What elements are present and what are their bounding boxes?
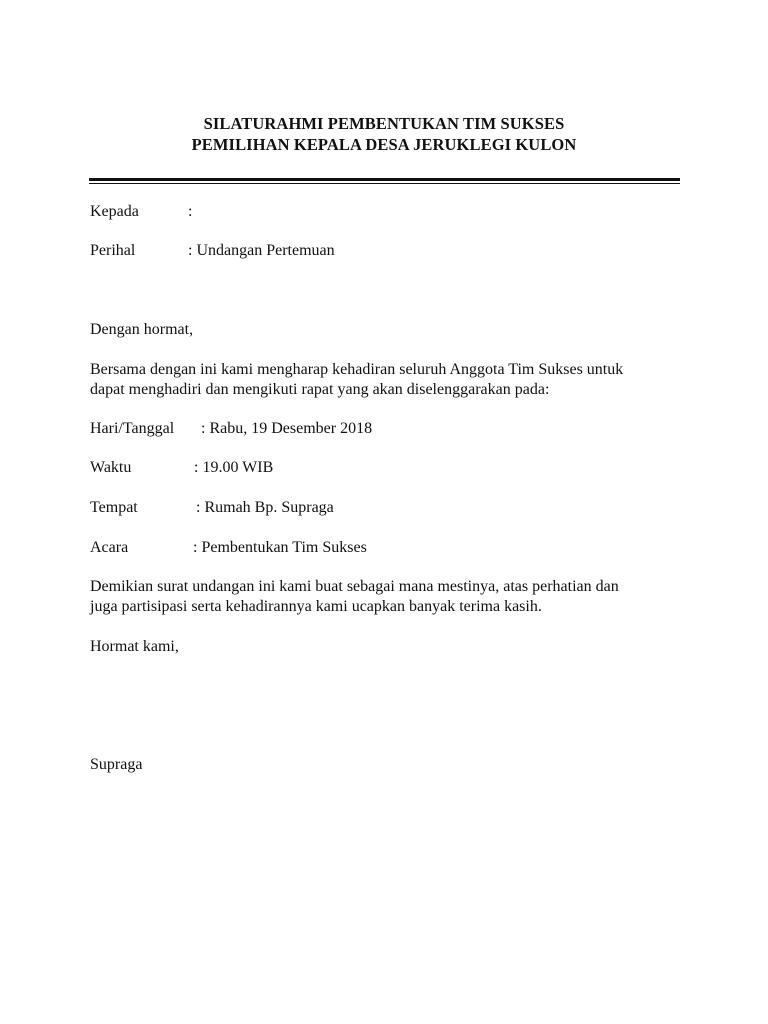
detail-value: : 19.00 WIB: [194, 459, 274, 476]
perihal-label: Perihal: [90, 242, 136, 259]
detail-value: : Pembentukan Tim Sukses: [193, 539, 367, 556]
header-divider-thick: [89, 178, 680, 181]
detail-value: : Rabu, 19 Desember 2018: [201, 420, 373, 437]
intro-line1: Bersama dengan ini kami mengharap kehadiran seluruh Anggota Tim Sukses untuk: [90, 361, 624, 378]
letter-title-line2: PEMILIHAN KEPALA DESA JERUKLEGI KULON: [191, 135, 577, 154]
header-divider-thin: [89, 183, 680, 184]
detail-label: Waktu: [90, 459, 132, 476]
kepada-label: Kepada: [90, 203, 139, 220]
letter-title-line1: SILATURAHMI PEMBENTUKAN TIM SUKSES: [203, 114, 565, 133]
detail-label: Tempat: [90, 499, 138, 516]
detail-label: Hari/Tanggal: [90, 420, 175, 437]
kepada-value: :: [188, 203, 193, 220]
intro-line2: dapat menghadiri dan mengikuti rapat yang akan diselenggarakan pada:: [90, 381, 550, 398]
perihal-value: : Undangan Pertemuan: [188, 242, 335, 259]
detail-value: : Rumah Bp. Supraga: [196, 499, 334, 516]
regards: Hormat kami,: [90, 638, 179, 655]
closing-line2: juga partisipasi serta kehadirannya kami ucapkan banyak terima kasih.: [90, 598, 542, 615]
closing-line1: Demikian surat undangan ini kami buat sebagai mana mestinya, atas perhatian dan: [90, 578, 619, 595]
detail-label: Acara: [90, 539, 129, 556]
greeting: Dengan hormat,: [90, 321, 194, 338]
signature-name: Supraga: [90, 756, 143, 773]
